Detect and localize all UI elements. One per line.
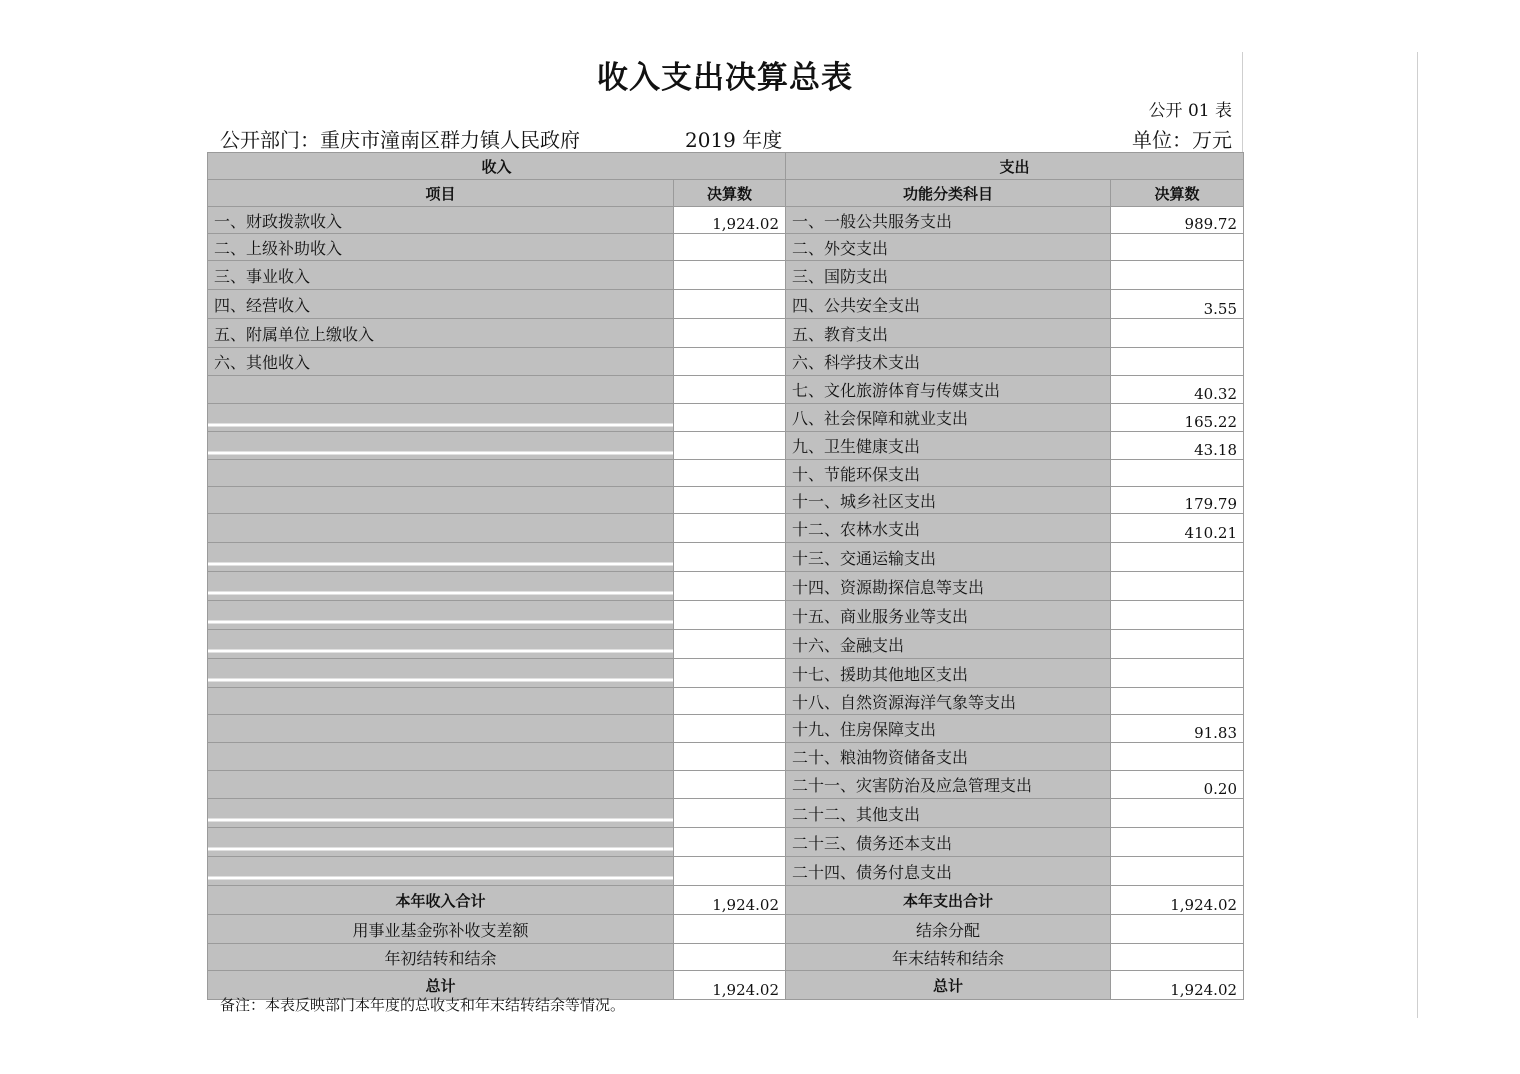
expense-item-value bbox=[1111, 601, 1244, 630]
table-row bbox=[208, 376, 1244, 404]
expense-item-label: 十四、资源勘探信息等支出 bbox=[786, 572, 1111, 601]
income-item-label: 一、财政拨款收入 bbox=[208, 207, 674, 234]
amount-column-header: 决算数 bbox=[674, 180, 786, 207]
expense-item-label: 二十、粮油物资储备支出 bbox=[786, 743, 1111, 771]
summary-row bbox=[208, 944, 1244, 971]
summary-expense-label: 总计 bbox=[786, 971, 1111, 1000]
summary-row bbox=[208, 886, 1244, 915]
expense-item-value: 989.72 bbox=[1111, 207, 1244, 234]
income-item-label bbox=[208, 771, 674, 799]
summary-expense-label: 本年支出合计 bbox=[786, 886, 1111, 915]
income-item-label bbox=[208, 659, 674, 688]
table-row bbox=[208, 659, 1244, 688]
income-item-value bbox=[674, 234, 786, 261]
budget-table bbox=[207, 152, 1244, 1000]
income-item-label bbox=[208, 460, 674, 487]
income-item-value bbox=[674, 348, 786, 376]
income-header: 收入 bbox=[208, 153, 786, 180]
expense-item-label: 十六、金融支出 bbox=[786, 630, 1111, 659]
income-item-label bbox=[208, 514, 674, 543]
expense-item-value: 40.32 bbox=[1111, 376, 1244, 404]
expense-item-label: 十三、交通运输支出 bbox=[786, 543, 1111, 572]
expense-item-value bbox=[1111, 261, 1244, 290]
footnote: 备注：本表反映部门本年度的总收支和年末结转结余等情况。 bbox=[220, 996, 626, 1014]
income-item-label bbox=[208, 715, 674, 743]
expense-item-label: 五、教育支出 bbox=[786, 319, 1111, 348]
income-item-label: 四、经营收入 bbox=[208, 290, 674, 319]
expense-item-value bbox=[1111, 319, 1244, 348]
expense-item-value: 3.55 bbox=[1111, 290, 1244, 319]
income-item-value bbox=[674, 857, 786, 886]
income-item-value bbox=[674, 601, 786, 630]
table-row bbox=[208, 234, 1244, 261]
income-item-label: 五、附属单位上缴收入 bbox=[208, 319, 674, 348]
income-item-value bbox=[674, 799, 786, 828]
income-item-value bbox=[674, 543, 786, 572]
income-item-value bbox=[674, 404, 786, 432]
summary-income-label: 本年收入合计 bbox=[208, 886, 674, 915]
table-row bbox=[208, 743, 1244, 771]
expense-item-label: 八、社会保障和就业支出 bbox=[786, 404, 1111, 432]
expense-item-label: 二十三、债务还本支出 bbox=[786, 828, 1111, 857]
expense-item-value: 179.79 bbox=[1111, 487, 1244, 514]
summary-income-value: 1,924.02 bbox=[674, 886, 786, 915]
income-item-value bbox=[674, 771, 786, 799]
summary-income-label: 总计 bbox=[208, 971, 674, 1000]
expense-item-label: 七、文化旅游体育与传媒支出 bbox=[786, 376, 1111, 404]
income-item-value bbox=[674, 376, 786, 404]
table-row bbox=[208, 404, 1244, 432]
table-row bbox=[208, 715, 1244, 743]
expense-item-label: 十七、援助其他地区支出 bbox=[786, 659, 1111, 688]
expense-item-value bbox=[1111, 630, 1244, 659]
income-item-label bbox=[208, 601, 674, 630]
table-row bbox=[208, 514, 1244, 543]
table-row bbox=[208, 487, 1244, 514]
income-item-value bbox=[674, 319, 786, 348]
income-item-value: 1,924.02 bbox=[674, 207, 786, 234]
expense-item-label: 十九、住房保障支出 bbox=[786, 715, 1111, 743]
expense-item-label: 十、节能环保支出 bbox=[786, 460, 1111, 487]
expense-item-label: 二十一、灾害防治及应急管理支出 bbox=[786, 771, 1111, 799]
table-row bbox=[208, 630, 1244, 659]
expense-item-value bbox=[1111, 659, 1244, 688]
table-row bbox=[208, 261, 1244, 290]
table-row bbox=[208, 572, 1244, 601]
expense-item-value bbox=[1111, 857, 1244, 886]
item-column-header: 项目 bbox=[208, 180, 674, 207]
table-row bbox=[208, 688, 1244, 715]
income-item-label: 二、上级补助收入 bbox=[208, 234, 674, 261]
amount-column-header: 决算数 bbox=[1111, 180, 1244, 207]
income-item-label bbox=[208, 376, 674, 404]
expense-item-label: 十五、商业服务业等支出 bbox=[786, 601, 1111, 630]
summary-income-value bbox=[674, 944, 786, 971]
expense-item-label: 二十四、债务付息支出 bbox=[786, 857, 1111, 886]
expense-item-value: 43.18 bbox=[1111, 432, 1244, 460]
income-item-label bbox=[208, 857, 674, 886]
expense-item-label: 十二、农林水支出 bbox=[786, 514, 1111, 543]
table-row bbox=[208, 319, 1244, 348]
summary-expense-value: 1,924.02 bbox=[1111, 971, 1244, 1000]
income-item-label bbox=[208, 487, 674, 514]
summary-expense-label: 结余分配 bbox=[786, 915, 1111, 944]
summary-income-label: 年初结转和结余 bbox=[208, 944, 674, 971]
table-code: 公开 01 表 bbox=[1148, 101, 1232, 121]
income-item-value bbox=[674, 487, 786, 514]
income-item-label bbox=[208, 543, 674, 572]
expense-item-label: 二十二、其他支出 bbox=[786, 799, 1111, 828]
income-item-value bbox=[674, 572, 786, 601]
expense-item-value bbox=[1111, 743, 1244, 771]
page-title: 收入支出决算总表 bbox=[597, 60, 853, 96]
page-border-line bbox=[1417, 52, 1418, 1018]
expense-item-value bbox=[1111, 543, 1244, 572]
income-item-value bbox=[674, 828, 786, 857]
category-column-header: 功能分类科目 bbox=[786, 180, 1111, 207]
summary-expense-value: 1,924.02 bbox=[1111, 886, 1244, 915]
summary-row bbox=[208, 915, 1244, 944]
income-item-value bbox=[674, 688, 786, 715]
expense-item-label: 三、国防支出 bbox=[786, 261, 1111, 290]
income-item-value bbox=[674, 432, 786, 460]
table-row bbox=[208, 543, 1244, 572]
table-row bbox=[208, 828, 1244, 857]
expense-item-value bbox=[1111, 828, 1244, 857]
summary-expense-value bbox=[1111, 915, 1244, 944]
table-row bbox=[208, 207, 1244, 234]
summary-income-value bbox=[674, 915, 786, 944]
expense-item-value: 165.22 bbox=[1111, 404, 1244, 432]
table-row bbox=[208, 601, 1244, 630]
expense-item-value bbox=[1111, 234, 1244, 261]
income-item-value bbox=[674, 630, 786, 659]
summary-expense-label: 年末结转和结余 bbox=[786, 944, 1111, 971]
income-item-label bbox=[208, 688, 674, 715]
expense-item-value: 0.20 bbox=[1111, 771, 1244, 799]
income-item-value bbox=[674, 460, 786, 487]
income-item-label bbox=[208, 828, 674, 857]
expense-item-label: 六、科学技术支出 bbox=[786, 348, 1111, 376]
income-item-value bbox=[674, 743, 786, 771]
expense-item-label: 十一、城乡社区支出 bbox=[786, 487, 1111, 514]
expense-item-label: 一、一般公共服务支出 bbox=[786, 207, 1111, 234]
income-item-label bbox=[208, 799, 674, 828]
income-item-label bbox=[208, 743, 674, 771]
expense-item-value bbox=[1111, 799, 1244, 828]
table-row bbox=[208, 771, 1244, 799]
income-item-label bbox=[208, 432, 674, 460]
expense-item-label: 九、卫生健康支出 bbox=[786, 432, 1111, 460]
year-label: 2019 年度 bbox=[685, 128, 783, 152]
income-item-label bbox=[208, 572, 674, 601]
expense-header: 支出 bbox=[786, 153, 1244, 180]
income-item-label bbox=[208, 404, 674, 432]
income-item-label bbox=[208, 630, 674, 659]
income-item-value bbox=[674, 659, 786, 688]
table-row bbox=[208, 432, 1244, 460]
expense-item-value bbox=[1111, 460, 1244, 487]
income-item-label: 三、事业收入 bbox=[208, 261, 674, 290]
table-row bbox=[208, 460, 1244, 487]
income-item-value bbox=[674, 715, 786, 743]
income-item-value bbox=[674, 261, 786, 290]
summary-income-value: 1,924.02 bbox=[674, 971, 786, 1000]
income-item-value bbox=[674, 514, 786, 543]
unit-label: 单位：万元 bbox=[1132, 128, 1232, 152]
summary-income-label: 用事业基金弥补收支差额 bbox=[208, 915, 674, 944]
expense-item-label: 十八、自然资源海洋气象等支出 bbox=[786, 688, 1111, 715]
expense-item-value bbox=[1111, 572, 1244, 601]
table-row bbox=[208, 348, 1244, 376]
table-row bbox=[208, 857, 1244, 886]
expense-item-value bbox=[1111, 688, 1244, 715]
expense-item-value: 410.21 bbox=[1111, 514, 1244, 543]
income-item-label: 六、其他收入 bbox=[208, 348, 674, 376]
expense-item-label: 四、公共安全支出 bbox=[786, 290, 1111, 319]
expense-item-label: 二、外交支出 bbox=[786, 234, 1111, 261]
expense-item-value: 91.83 bbox=[1111, 715, 1244, 743]
summary-expense-value bbox=[1111, 944, 1244, 971]
expense-item-value bbox=[1111, 348, 1244, 376]
table-row bbox=[208, 290, 1244, 319]
table-row bbox=[208, 799, 1244, 828]
department-label: 公开部门：重庆市潼南区群力镇人民政府 bbox=[220, 128, 580, 152]
income-item-value bbox=[674, 290, 786, 319]
